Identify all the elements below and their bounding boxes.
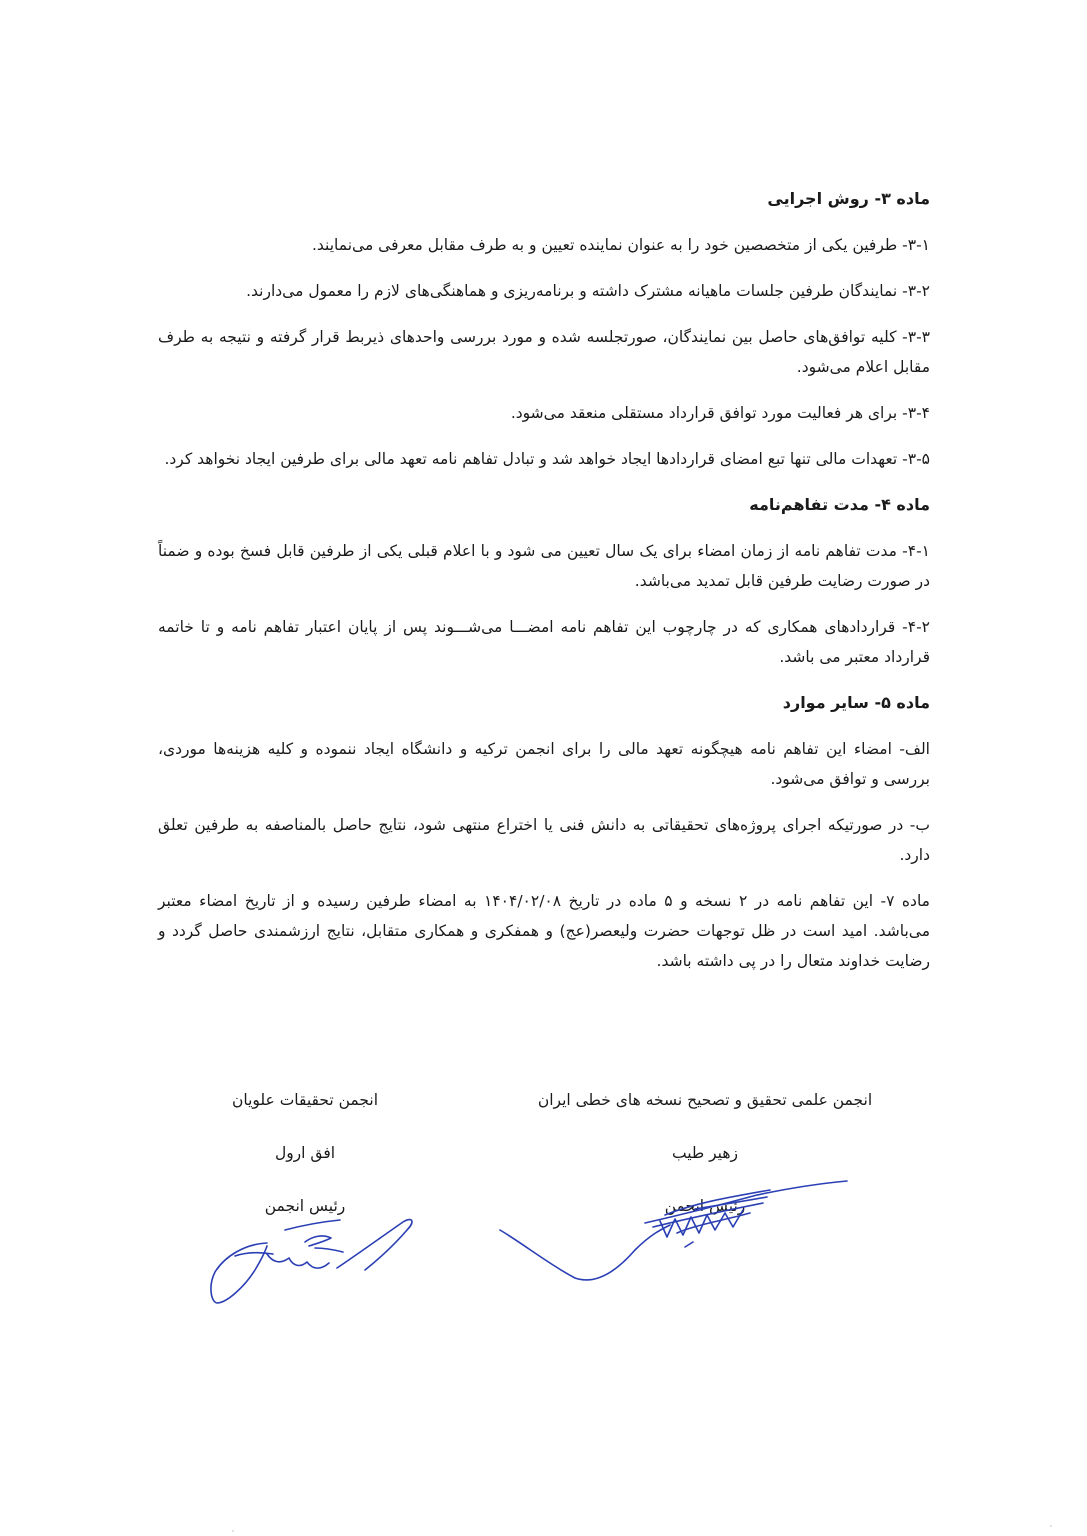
signatory-left-title: رئیس انجمن [264,1197,346,1215]
clause-4-2: ۴-۲- قراردادهای همکاری که در چارچوب این تفاهم نامه امضـــا می‌شـــوند پس از پایان اعتبار تفاهم نامه و تا خاتمه قرارداد معتبر می باشد. [158,618,930,666]
signatory-right-title: رئیس انجمن [664,1197,746,1215]
clause-3-3: ۳-۳- کلیه توافق‌های حاصل بین نمایندگان، صورتجلسه شده و مورد بررسی واحدهای ذیربط قرار گرفته و نتیجه به طرف مقابل اعلام می‌شود. [158,328,930,376]
article-4-heading: ماده ۴- مدت تفاهم‌نامه [749,495,930,514]
clause-3-2: ۳-۲- نمایندگان طرفین جلسات ماهیانه مشترک داشته و برنامه‌ریزی و هماهنگی‌های لازم را معمول می‌دارند. [246,282,930,300]
clause-3-1: ۳-۱- طرفین یکی از متخصصین خود را به عنوان نماینده تعیین و به طرف مقابل معرفی می‌نمایند. [311,236,930,254]
article-5-heading: ماده ۵- سایر موارد [782,693,930,712]
clause-5-b: ب- در صورتیکه اجرای پروژه‌های تحقیقاتی به دانش فنی یا اختراع منتهی شود، نتایج حاصل بالمناصفه به طرفین تعلق دارد. [158,816,930,864]
clause-3-5: ۳-۵- تعهدات مالی تنها تبع امضای قراردادها ایجاد خواهد شد و تبادل تفاهم نامه تعهد مالی برای طرفین ایجاد نخواهد کرد. [164,450,930,468]
clause-3-4: ۳-۴- برای هر فعالیت مورد توافق قرارداد مستقلی منعقد می‌شود. [510,404,930,422]
signatory-left-name: افق ارول [274,1144,336,1162]
scan-speck [1050,1525,1052,1527]
clause-4-1: ۴-۱- مدت تفاهم نامه از زمان امضاء برای یک سال تعیین می شود و با اعلام قبلی یکی از طرفین قابل فسخ بوده و ضمناً در صورت رضایت طرفین قابل تمدید می‌باشد. [158,542,930,590]
scan-speck [232,1530,234,1532]
document-body [158,178,930,992]
clause-5-a: الف- امضاء این تفاهم نامه هیچگونه تعهد مالی را برای انجمن ترکیه و دانشگاه ایجاد ننموده و کلیه هزینه‌ها موردی، بررسی و توافق می‌شود. [158,740,930,788]
signature-left [205,1208,420,1308]
article-3-heading: ماده ۳- روش اجرایی [767,189,930,208]
signatory-right-name: زهیر طیب [671,1144,739,1162]
signatory-right-organization: انجمن علمی تحقیق و تصحیح نسخه های خطی ایران [537,1091,873,1109]
signature-right [495,1175,855,1290]
signatory-left-organization: انجمن تحقیقات علویان [231,1091,379,1109]
article-7-paragraph: ماده ۷- این تفاهم نامه در ۲ نسخه و ۵ ماده در تاریخ ۱۴۰۴/۰۲/۰۸ به امضاء طرفین رسیده و از تاریخ امضاء معتبر می‌باشد. امید است در ظل توجهات حضرت ولیعصر(عج) و همفکری و همکاری متقابل، نتایج ارزشمندی حاصل گردد و رضایت خداوند متعال را در پی داشته باشد. [158,892,930,970]
